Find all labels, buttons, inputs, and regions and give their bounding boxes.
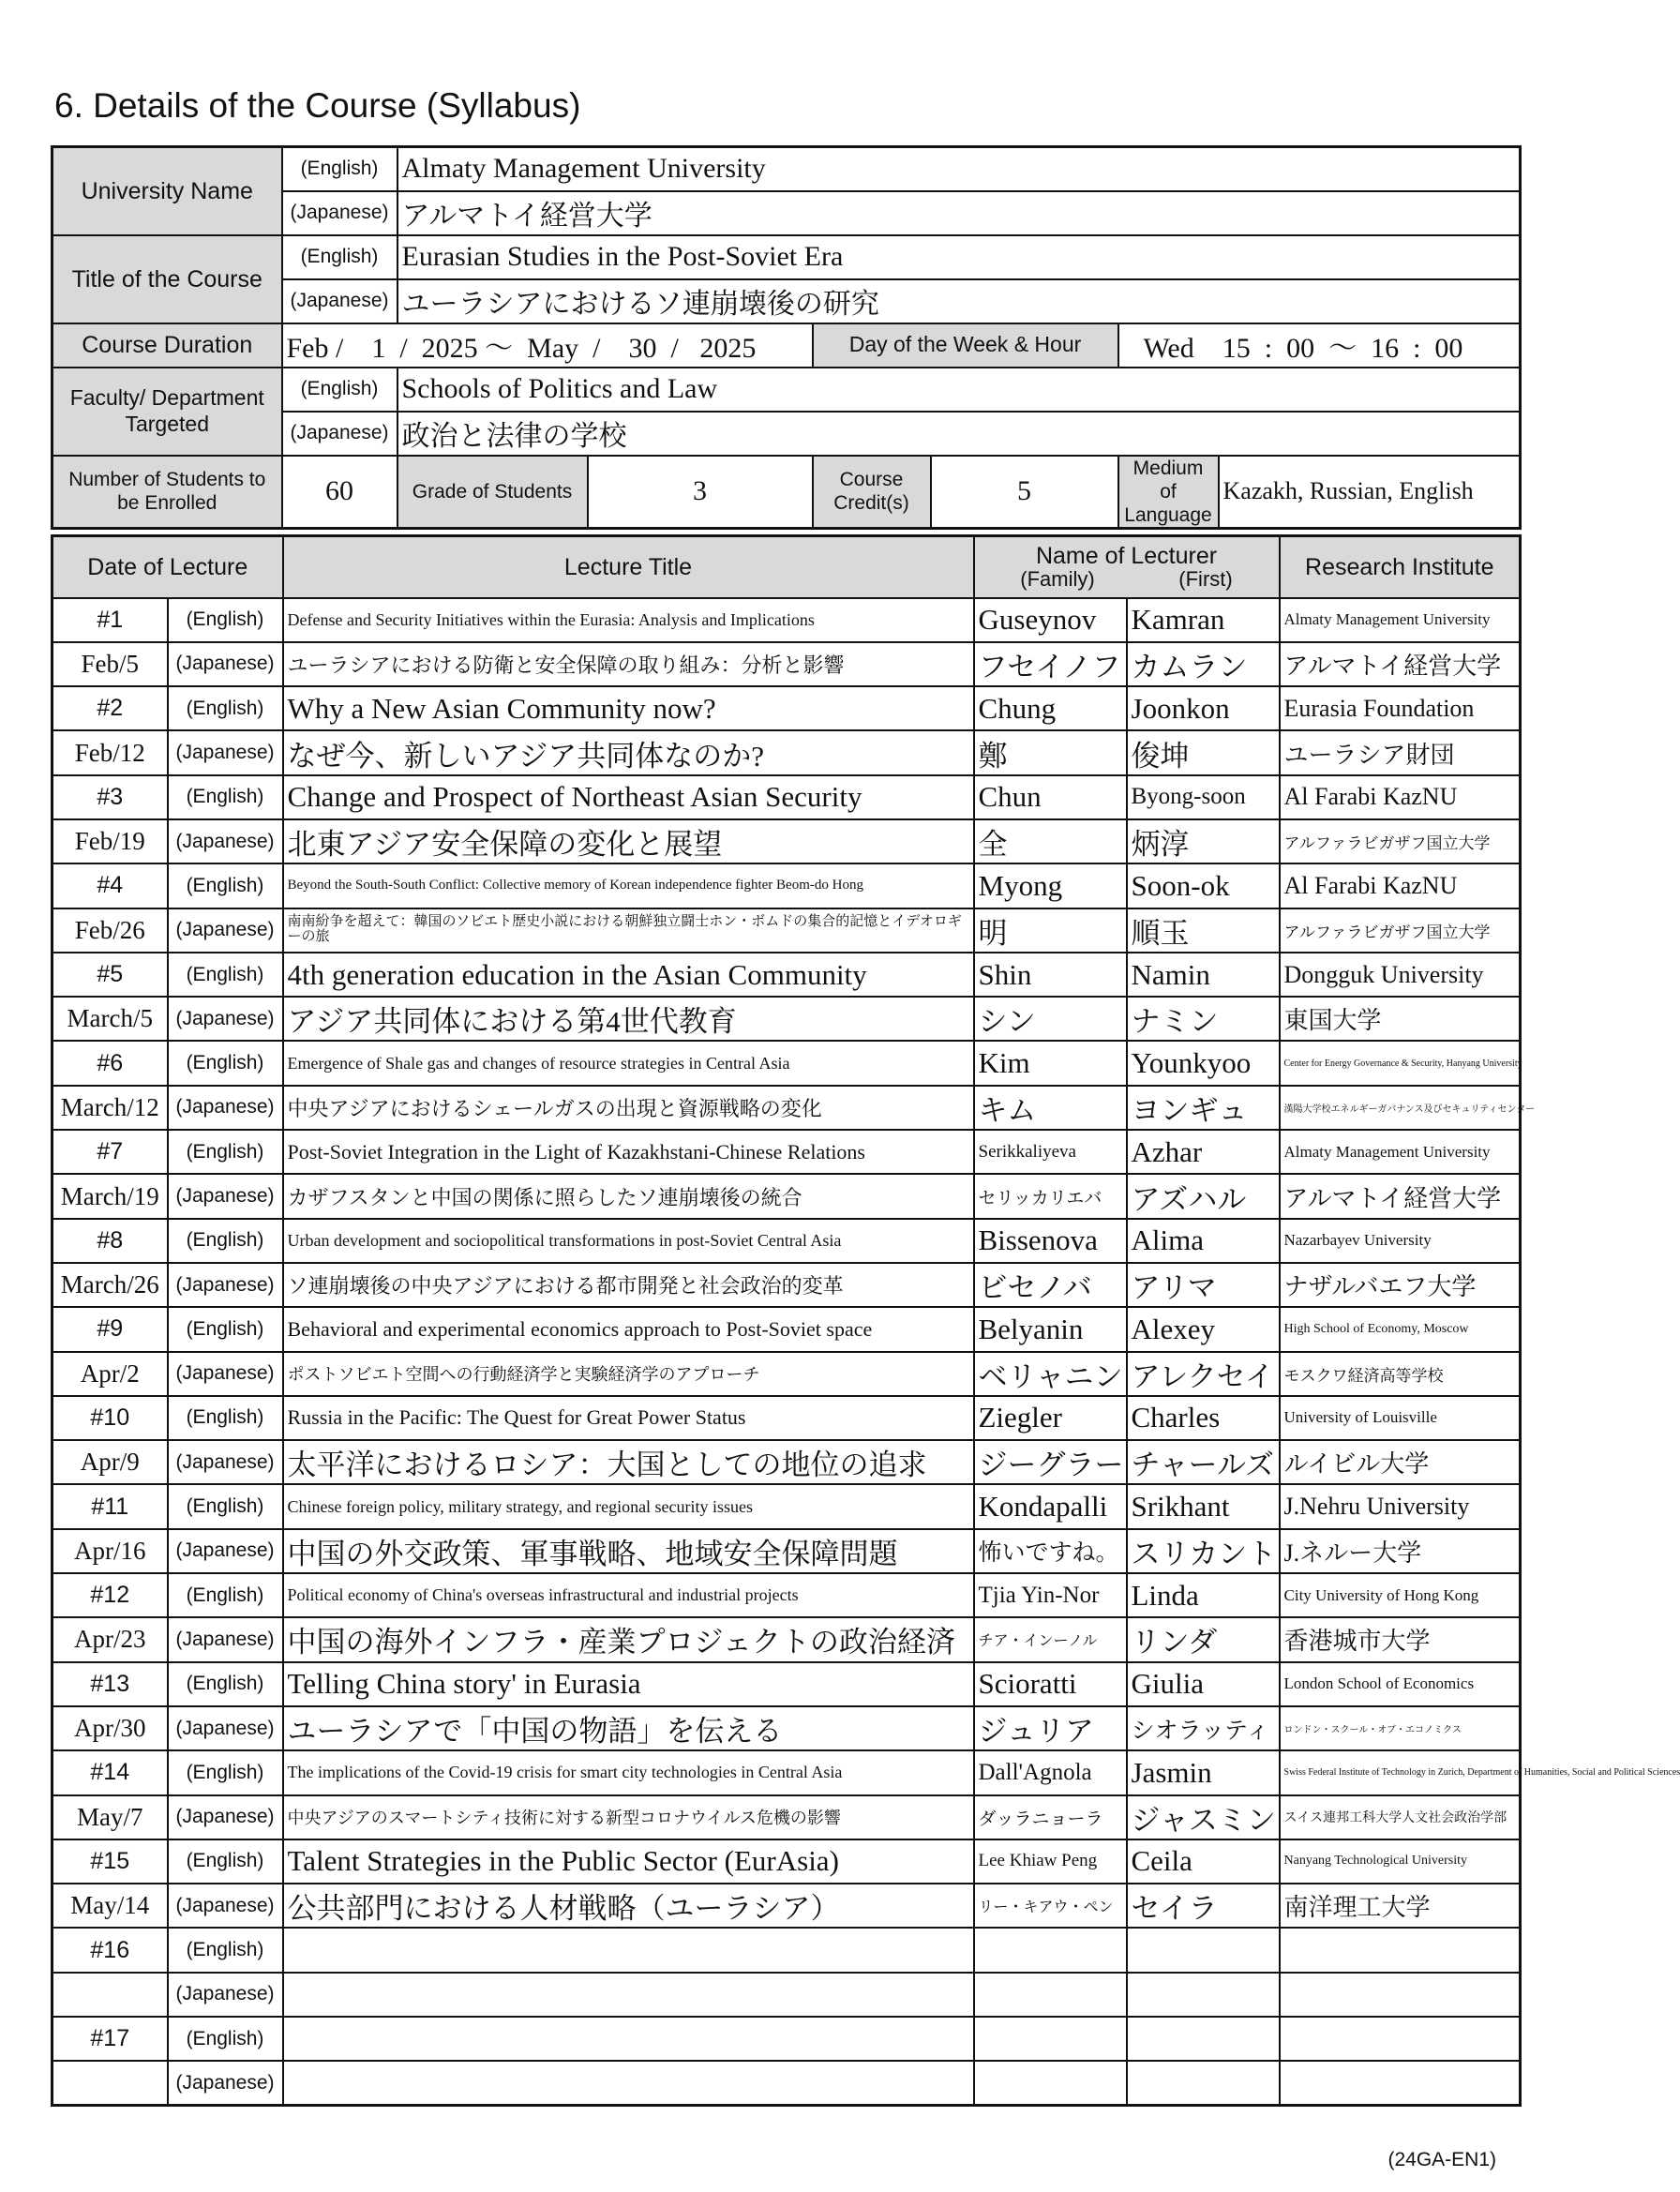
lecturer-first-ja	[1127, 1973, 1280, 2017]
research-institute-ja: 東国大学	[1280, 997, 1521, 1041]
lecture-row-japanese	[52, 819, 1521, 863]
lang-tag-english: (English)	[168, 775, 283, 819]
lecture-title-en: 4th generation education in the Asian Community	[283, 953, 974, 997]
lecturer-first-en: Srikhant	[1127, 1484, 1280, 1528]
lecturer-family-ja	[974, 1973, 1127, 2017]
lecture-title-en: The implications of the Covid-19 crisis for smart city technologies in Central Asia	[283, 1750, 974, 1794]
lecture-row-japanese	[52, 2061, 1521, 2105]
lecture-title-en: Defense and Security Initiatives within the Eurasia: Analysis and Implications	[283, 598, 974, 642]
lang-tag-english: (English)	[168, 1662, 283, 1706]
lecturer-family-en: Shin	[974, 953, 1127, 997]
lecturer-family-en: Scioratti	[974, 1662, 1127, 1706]
lecturer-first-en: Younkyoo	[1127, 1041, 1280, 1085]
first-header: (First)	[1178, 567, 1233, 592]
lecture-row-japanese	[52, 1529, 1521, 1573]
lecture-date: March/5	[52, 997, 168, 1041]
lecture-title-en: Emergence of Shale gas and changes of resource strategies in Central Asia	[283, 1041, 974, 1085]
lecture-row-english	[52, 1041, 1521, 1085]
grade-value: 3	[588, 456, 813, 529]
lecture-title-en: Talent Strategies in the Public Sector (EurAsia)	[283, 1839, 974, 1884]
lecture-table	[51, 534, 1680, 2107]
lecturer-family-en: Serikkaliyeva	[974, 1130, 1127, 1174]
lecturer-first-ja: シオラッティ	[1127, 1706, 1280, 1750]
col-header-title: Lecture Title	[283, 536, 974, 598]
lecture-row-english	[52, 1839, 1521, 1884]
lecturer-family-en: Belyanin	[974, 1307, 1127, 1351]
lecture-row-english	[52, 2017, 1521, 2061]
family-header: (Family)	[1020, 567, 1095, 592]
lecturer-family-en: Lee Khiaw Peng	[974, 1839, 1127, 1884]
research-institute-en: J.Nehru University	[1280, 1484, 1521, 1528]
lecture-number: #12	[52, 1573, 168, 1617]
research-institute-en: London School of Economics	[1280, 1662, 1521, 1706]
lecture-date: Apr/2	[52, 1352, 168, 1396]
lecture-row-japanese	[52, 1440, 1521, 1484]
lecture-number: #15	[52, 1839, 168, 1884]
lecturer-first-en: Giulia	[1127, 1662, 1280, 1706]
lecturer-family-ja: 全	[974, 819, 1127, 863]
lecturer-first-en: Byong-soon	[1127, 775, 1280, 819]
grade-label: Grade of Students	[398, 456, 588, 529]
lecturer-first-ja: 炳淳	[1127, 819, 1280, 863]
course-title-en: Eurasian Studies in the Post-Soviet Era	[398, 235, 1521, 279]
lang-tag-japanese: (Japanese)	[168, 1795, 283, 1839]
lang-tag-english: (English)	[168, 1396, 283, 1440]
lecture-row-japanese	[52, 908, 1521, 953]
lecture-number: #3	[52, 775, 168, 819]
lecturer-first-ja: チャールズ	[1127, 1440, 1280, 1484]
lang-tag-japanese: (Japanese)	[168, 819, 283, 863]
lecture-number: #14	[52, 1750, 168, 1794]
lecturer-family-ja: ベリャニン	[974, 1352, 1127, 1396]
university-name-label: University Name	[52, 147, 282, 235]
research-institute-en: City University of Hong Kong	[1280, 1573, 1521, 1617]
lecture-number: #7	[52, 1130, 168, 1174]
research-institute-ja: モスクワ経済高等学校	[1280, 1352, 1521, 1396]
lecturer-family-en: Guseynov	[974, 598, 1127, 642]
lecture-number: #1	[52, 598, 168, 642]
lecture-row-english	[52, 953, 1521, 997]
lang-tag-english: (English)	[168, 1219, 283, 1263]
lang-tag-english: (English)	[168, 1307, 283, 1351]
lang-tag-japanese: (Japanese)	[168, 1352, 283, 1396]
lang-tag-japanese: (Japanese)	[168, 730, 283, 774]
lang-tag-japanese: (Japanese)	[168, 1529, 283, 1573]
lecture-title-en: Post-Soviet Integration in the Light of Kazakhstani-Chinese Relations	[283, 1130, 974, 1174]
lecture-row-japanese	[52, 1795, 1521, 1839]
lecturer-family-ja: ジュリア	[974, 1706, 1127, 1750]
lecture-row-japanese	[52, 1706, 1521, 1750]
lecture-date: Apr/9	[52, 1440, 168, 1484]
research-institute-ja: ルイビル大学	[1280, 1440, 1521, 1484]
lang-tag-japanese: (Japanese)	[168, 997, 283, 1041]
research-institute-en: Center for Energy Governance & Security, Hanyang University	[1280, 1041, 1521, 1085]
lecturer-family-ja: ジーグラー	[974, 1440, 1127, 1484]
lecture-title-en	[283, 2017, 974, 2061]
lang-tag-japanese: (Japanese)	[168, 2061, 283, 2105]
lecturer-first-ja: カムラン	[1127, 642, 1280, 686]
lecture-date: Apr/30	[52, 1706, 168, 1750]
lecturer-family-en: Dall'Agnola	[974, 1750, 1127, 1794]
lecturer-first-ja: スリカント	[1127, 1529, 1280, 1573]
lecture-date: Apr/16	[52, 1529, 168, 1573]
lecture-number: #6	[52, 1041, 168, 1085]
lang-tag-japanese: (Japanese)	[282, 412, 398, 456]
col-header-institute: Research Institute	[1280, 536, 1521, 598]
lecture-number: #13	[52, 1662, 168, 1706]
lecturer-family-ja: シン	[974, 997, 1127, 1041]
research-institute-ja	[1280, 2061, 1521, 2105]
lecture-date	[52, 1973, 168, 2017]
lecture-title-en: Why a New Asian Community now?	[283, 686, 974, 730]
lecture-title-ja: 北東アジア安全保障の変化と展望	[283, 819, 974, 863]
course-info-table	[51, 145, 1522, 530]
lecturer-family-en: Chun	[974, 775, 1127, 819]
lecturer-first-ja: セイラ	[1127, 1884, 1280, 1928]
lecturer-first-en	[1127, 1928, 1280, 1972]
lecture-title-en: Beyond the South-South Conflict: Collective memory of Korean independence fighter Beom-do Hong	[283, 863, 974, 908]
lecture-date: Feb/5	[52, 642, 168, 686]
day-hour-label: Day of the Week & Hour	[813, 323, 1118, 368]
lecture-number: #10	[52, 1396, 168, 1440]
research-institute-ja: 香港城市大学	[1280, 1617, 1521, 1661]
lecturer-first-ja: アリマ	[1127, 1263, 1280, 1307]
lecture-row-english	[52, 1396, 1521, 1440]
lecture-title-ja: ポストソビエト空間への行動経済学と実験経済学のアプローチ	[283, 1352, 974, 1396]
num-students-label: Number of Students to be Enrolled	[52, 456, 282, 529]
lecturer-first-en: Alexey	[1127, 1307, 1280, 1351]
lecture-row-japanese	[52, 1617, 1521, 1661]
lecture-date: May/14	[52, 1884, 168, 1928]
course-title-ja: ユーラシアにおけるソ連崩壊後の研究	[398, 279, 1521, 323]
lecturer-first-en: Alima	[1127, 1219, 1280, 1263]
research-institute-en: Eurasia Foundation	[1280, 686, 1521, 730]
lecturer-first-ja: アズハル	[1127, 1174, 1280, 1218]
lecture-row-english	[52, 1662, 1521, 1706]
lecturer-first-ja: アレクセイ	[1127, 1352, 1280, 1396]
lecture-title-en: Political economy of China's overseas infrastructural and industrial projects	[283, 1573, 974, 1617]
research-institute-ja: アルマトイ経営大学	[1280, 642, 1521, 686]
research-institute-en: Dongguk University	[1280, 953, 1521, 997]
lecture-number: #5	[52, 953, 168, 997]
lang-tag-japanese: (Japanese)	[282, 279, 398, 323]
lecture-date: March/19	[52, 1174, 168, 1218]
lecturer-family-en	[974, 1928, 1127, 1972]
lecturer-family-ja: 鄭	[974, 730, 1127, 774]
lecture-row-english	[52, 598, 1521, 642]
lang-tag-english: (English)	[168, 1041, 283, 1085]
lecture-date: May/7	[52, 1795, 168, 1839]
lang-tag-english: (English)	[168, 1130, 283, 1174]
course-title-label: Title of the Course	[52, 235, 282, 323]
lecturer-family-ja: リー・キアウ・ペン	[974, 1884, 1127, 1928]
lecture-title-en: Behavioral and experimental economics approach to Post-Soviet space	[283, 1307, 974, 1351]
lecture-title-ja: カザフスタンと中国の関係に照らしたソ連崩壊後の統合	[283, 1174, 974, 1218]
lecturer-family-en: Kondapalli	[974, 1484, 1127, 1528]
course-duration-label: Course Duration	[52, 323, 282, 368]
research-institute-en: Swiss Federal Institute of Technology in Zurich, Department of Humanities, Social and Political Sciences	[1280, 1750, 1521, 1794]
lang-tag-english: (English)	[168, 1839, 283, 1884]
lecture-title-ja: 中央アジアにおけるシェールガスの出現と資源戦略の変化	[283, 1086, 974, 1130]
lecturer-family-en: Myong	[974, 863, 1127, 908]
research-institute-en: High School of Economy, Moscow	[1280, 1307, 1521, 1351]
lecturer-first-ja: ジャスミン	[1127, 1795, 1280, 1839]
research-institute-ja: アルマトイ経営大学	[1280, 1174, 1521, 1218]
lecturer-family-en: Ziegler	[974, 1396, 1127, 1440]
research-institute-en: Almaty Management University	[1280, 1130, 1521, 1174]
lecture-title-en	[283, 1928, 974, 1972]
research-institute-ja: スイス連邦工科大学人文社会政治学部	[1280, 1795, 1521, 1839]
lecture-row-japanese	[52, 1174, 1521, 1218]
lecturer-first-ja	[1127, 2061, 1280, 2105]
university-name-ja: アルマトイ経営大学	[398, 191, 1521, 235]
research-institute-ja: ユーラシア財団	[1280, 730, 1521, 774]
lecture-title-ja: 太平洋におけるロシア：大国としての地位の追求	[283, 1440, 974, 1484]
lecture-row-english	[52, 775, 1521, 819]
lecture-title-ja: 中国の海外インフラ・産業プロジェクトの政治経済	[283, 1617, 974, 1661]
lecture-row-english	[52, 686, 1521, 730]
lecture-number: #8	[52, 1219, 168, 1263]
lecture-row-english	[52, 1130, 1521, 1174]
lecturer-first-ja: ヨンギュ	[1127, 1086, 1280, 1130]
lecturer-first-en: Namin	[1127, 953, 1280, 997]
lecture-row-english	[52, 863, 1521, 908]
lecturer-family-ja: 明	[974, 908, 1127, 953]
lecture-date: Apr/23	[52, 1617, 168, 1661]
lecture-row-japanese	[52, 642, 1521, 686]
lecture-row-japanese	[52, 1884, 1521, 1928]
research-institute-en	[1280, 2017, 1521, 2061]
lecture-date: Feb/19	[52, 819, 168, 863]
lecturer-family-ja: 怖いですね。	[974, 1529, 1127, 1573]
lecture-number: #2	[52, 686, 168, 730]
lecturer-family-en	[974, 2017, 1127, 2061]
lecture-row-japanese	[52, 1086, 1521, 1130]
lecture-title-ja: ソ連崩壊後の中央アジアにおける都市開発と社会政治的変革	[283, 1263, 974, 1307]
lecturer-family-ja: ビセノバ	[974, 1263, 1127, 1307]
lecturer-first-en	[1127, 2017, 1280, 2061]
lecturer-family-ja: チア・インーノル	[974, 1617, 1127, 1661]
lecture-title-en: Change and Prospect of Northeast Asian Security	[283, 775, 974, 819]
lecture-title-en: Urban development and sociopolitical transformations in post-Soviet Central Asia	[283, 1219, 974, 1263]
lecture-date: March/26	[52, 1263, 168, 1307]
lecture-number: #9	[52, 1307, 168, 1351]
lecturer-first-ja: ナミン	[1127, 997, 1280, 1041]
lecture-title-en: Russia in the Pacific: The Quest for Great Power Status	[283, 1396, 974, 1440]
lecture-title-ja: 中央アジアのスマートシティ技術に対する新型コロナウイルス危機の影響	[283, 1795, 974, 1839]
lang-tag-japanese: (Japanese)	[168, 1086, 283, 1130]
lecture-title-ja: 公共部門における人材戦略（ユーラシア）	[283, 1884, 974, 1928]
lecturer-header-label: Name of Lecturer	[1035, 543, 1218, 570]
credits-value: 5	[931, 456, 1118, 529]
lecture-row-english	[52, 1307, 1521, 1351]
lecturer-first-ja: リンダ	[1127, 1617, 1280, 1661]
medium-value: Kazakh, Russian, English	[1219, 456, 1521, 529]
lecture-title-ja: アジア共同体における第4世代教育	[283, 997, 974, 1041]
lecturer-family-en: Chung	[974, 686, 1127, 730]
lecturer-family-ja: セリッカリエバ	[974, 1174, 1127, 1218]
lecture-date: March/12	[52, 1086, 168, 1130]
research-institute-ja: 漢陽大学校エネルギーガバナンス及びセキュリティセンター	[1280, 1086, 1521, 1130]
lecture-row-japanese	[52, 1352, 1521, 1396]
research-institute-ja: 南洋理工大学	[1280, 1884, 1521, 1928]
research-institute-en: Al Farabi KazNU	[1280, 863, 1521, 908]
research-institute-en: Almaty Management University	[1280, 598, 1521, 642]
lecture-title-ja	[283, 2061, 974, 2105]
lecture-title-ja: なぜ今、新しいアジア共同体なのか?	[283, 730, 974, 774]
lang-tag-english: (English)	[282, 235, 398, 279]
research-institute-en	[1280, 1928, 1521, 1972]
lecture-row-japanese	[52, 730, 1521, 774]
lang-tag-japanese: (Japanese)	[282, 191, 398, 235]
lang-tag-english: (English)	[168, 1750, 283, 1794]
lecture-row-japanese	[52, 1973, 1521, 2017]
research-institute-ja: アルファラビガザフ国立大学	[1280, 908, 1521, 953]
medium-label: Medium of Language	[1118, 456, 1219, 529]
lecture-row-english	[52, 1219, 1521, 1263]
lecturer-family-en: Kim	[974, 1041, 1127, 1085]
lecturer-first-en: Jasmin	[1127, 1750, 1280, 1794]
lecture-number: #17	[52, 2017, 168, 2061]
faculty-ja: 政治と法律の学校	[398, 412, 1521, 456]
col-header-date: Date of Lecture	[52, 536, 283, 598]
lang-tag-english: (English)	[168, 1484, 283, 1528]
lang-tag-english: (English)	[168, 1573, 283, 1617]
form-code: (24GA-EN1)	[1388, 2149, 1496, 2170]
lecturer-first-en: Azhar	[1127, 1130, 1280, 1174]
faculty-label: Faculty/ Department Targeted	[52, 368, 282, 456]
lecturer-family-ja: ダッラニョーラ	[974, 1795, 1127, 1839]
research-institute-en: University of Louisville	[1280, 1396, 1521, 1440]
research-institute-ja: ロンドン・スクール・オブ・エコノミクス	[1280, 1706, 1521, 1750]
lang-tag-english: (English)	[168, 2017, 283, 2061]
day-hour-value: Wed 15 : 00 ～ 16 : 00	[1118, 323, 1521, 368]
lecture-number: #11	[52, 1484, 168, 1528]
faculty-en: Schools of Politics and Law	[398, 368, 1521, 412]
num-students-value: 60	[282, 456, 398, 529]
lecture-row-english	[52, 1928, 1521, 1972]
lecture-row-japanese	[52, 1263, 1521, 1307]
credits-label: Course Credit(s)	[813, 456, 931, 529]
research-institute-ja: ナザルバエフ大学	[1280, 1263, 1521, 1307]
research-institute-ja	[1280, 1973, 1521, 2017]
lang-tag-japanese: (Japanese)	[168, 1973, 283, 2017]
lecture-title-ja: 南南紛争を超えて：韓国のソビエト歴史小説における朝鮮独立闘士ホン・ボムドの集合的記憶とイデオロギーの旅	[283, 908, 974, 953]
lecturer-first-en: Linda	[1127, 1573, 1280, 1617]
lang-tag-japanese: (Japanese)	[168, 1174, 283, 1218]
lang-tag-english: (English)	[168, 953, 283, 997]
lecturer-family-ja: フセイノフ	[974, 642, 1127, 686]
lang-tag-japanese: (Japanese)	[168, 1884, 283, 1928]
lang-tag-japanese: (Japanese)	[168, 642, 283, 686]
lang-tag-japanese: (Japanese)	[168, 908, 283, 953]
col-header-lecturer	[974, 536, 1280, 598]
lecture-title-ja: ユーラシアで「中国の物語」を伝える	[283, 1706, 974, 1750]
lecturer-first-ja: 順玉	[1127, 908, 1280, 953]
lecture-title-ja	[283, 1973, 974, 2017]
lecturer-family-ja	[974, 2061, 1127, 2105]
lecturer-first-ja: 俊坤	[1127, 730, 1280, 774]
lecture-title-en: Chinese foreign policy, military strategy, and regional security issues	[283, 1484, 974, 1528]
lecturer-first-en: Charles	[1127, 1396, 1280, 1440]
lecture-number: #4	[52, 863, 168, 908]
lang-tag-english: (English)	[168, 686, 283, 730]
page-title: 6. Details of the Course (Syllabus)	[54, 86, 581, 125]
lecturer-first-en: Ceila	[1127, 1839, 1280, 1884]
lecture-date	[52, 2061, 168, 2105]
lang-tag-english: (English)	[168, 598, 283, 642]
lecturer-first-en: Kamran	[1127, 598, 1280, 642]
lecture-row-japanese	[52, 997, 1521, 1041]
lecturer-first-en: Joonkon	[1127, 686, 1280, 730]
lecture-row-english	[52, 1573, 1521, 1617]
lecture-date: Feb/26	[52, 908, 168, 953]
lang-tag-japanese: (Japanese)	[168, 1706, 283, 1750]
lecture-date: Feb/12	[52, 730, 168, 774]
lang-tag-english: (English)	[282, 147, 398, 191]
lang-tag-japanese: (Japanese)	[168, 1263, 283, 1307]
course-duration-value: Feb / 1 / 2025 ～ May / 30 / 2025	[282, 323, 813, 368]
lang-tag-japanese: (Japanese)	[168, 1440, 283, 1484]
lecture-title-ja: ユーラシアにおける防衛と安全保障の取り組み：分析と影響	[283, 642, 974, 686]
research-institute-ja: アルファラビガザフ国立大学	[1280, 819, 1521, 863]
lecturer-first-en: Soon-ok	[1127, 863, 1280, 908]
research-institute-en: Nanyang Technological University	[1280, 1839, 1521, 1884]
research-institute-en: Nazarbayev University	[1280, 1219, 1521, 1263]
lang-tag-english: (English)	[282, 368, 398, 412]
research-institute-en: Al Farabi KazNU	[1280, 775, 1521, 819]
lecture-title-ja: 中国の外交政策、軍事戦略、地域安全保障問題	[283, 1529, 974, 1573]
lecture-row-english	[52, 1484, 1521, 1528]
lecture-row-english	[52, 1750, 1521, 1794]
university-name-en: Almaty Management University	[398, 147, 1521, 191]
lecture-number: #16	[52, 1928, 168, 1972]
research-institute-ja: J.ネルー大学	[1280, 1529, 1521, 1573]
lecture-title-en: Telling China story' in Eurasia	[283, 1662, 974, 1706]
lang-tag-english: (English)	[168, 863, 283, 908]
lecturer-family-en: Bissenova	[974, 1219, 1127, 1263]
lecturer-family-ja: キム	[974, 1086, 1127, 1130]
lang-tag-english: (English)	[168, 1928, 283, 1972]
lang-tag-japanese: (Japanese)	[168, 1617, 283, 1661]
lecturer-family-en: Tjia Yin-Nor	[974, 1573, 1127, 1617]
